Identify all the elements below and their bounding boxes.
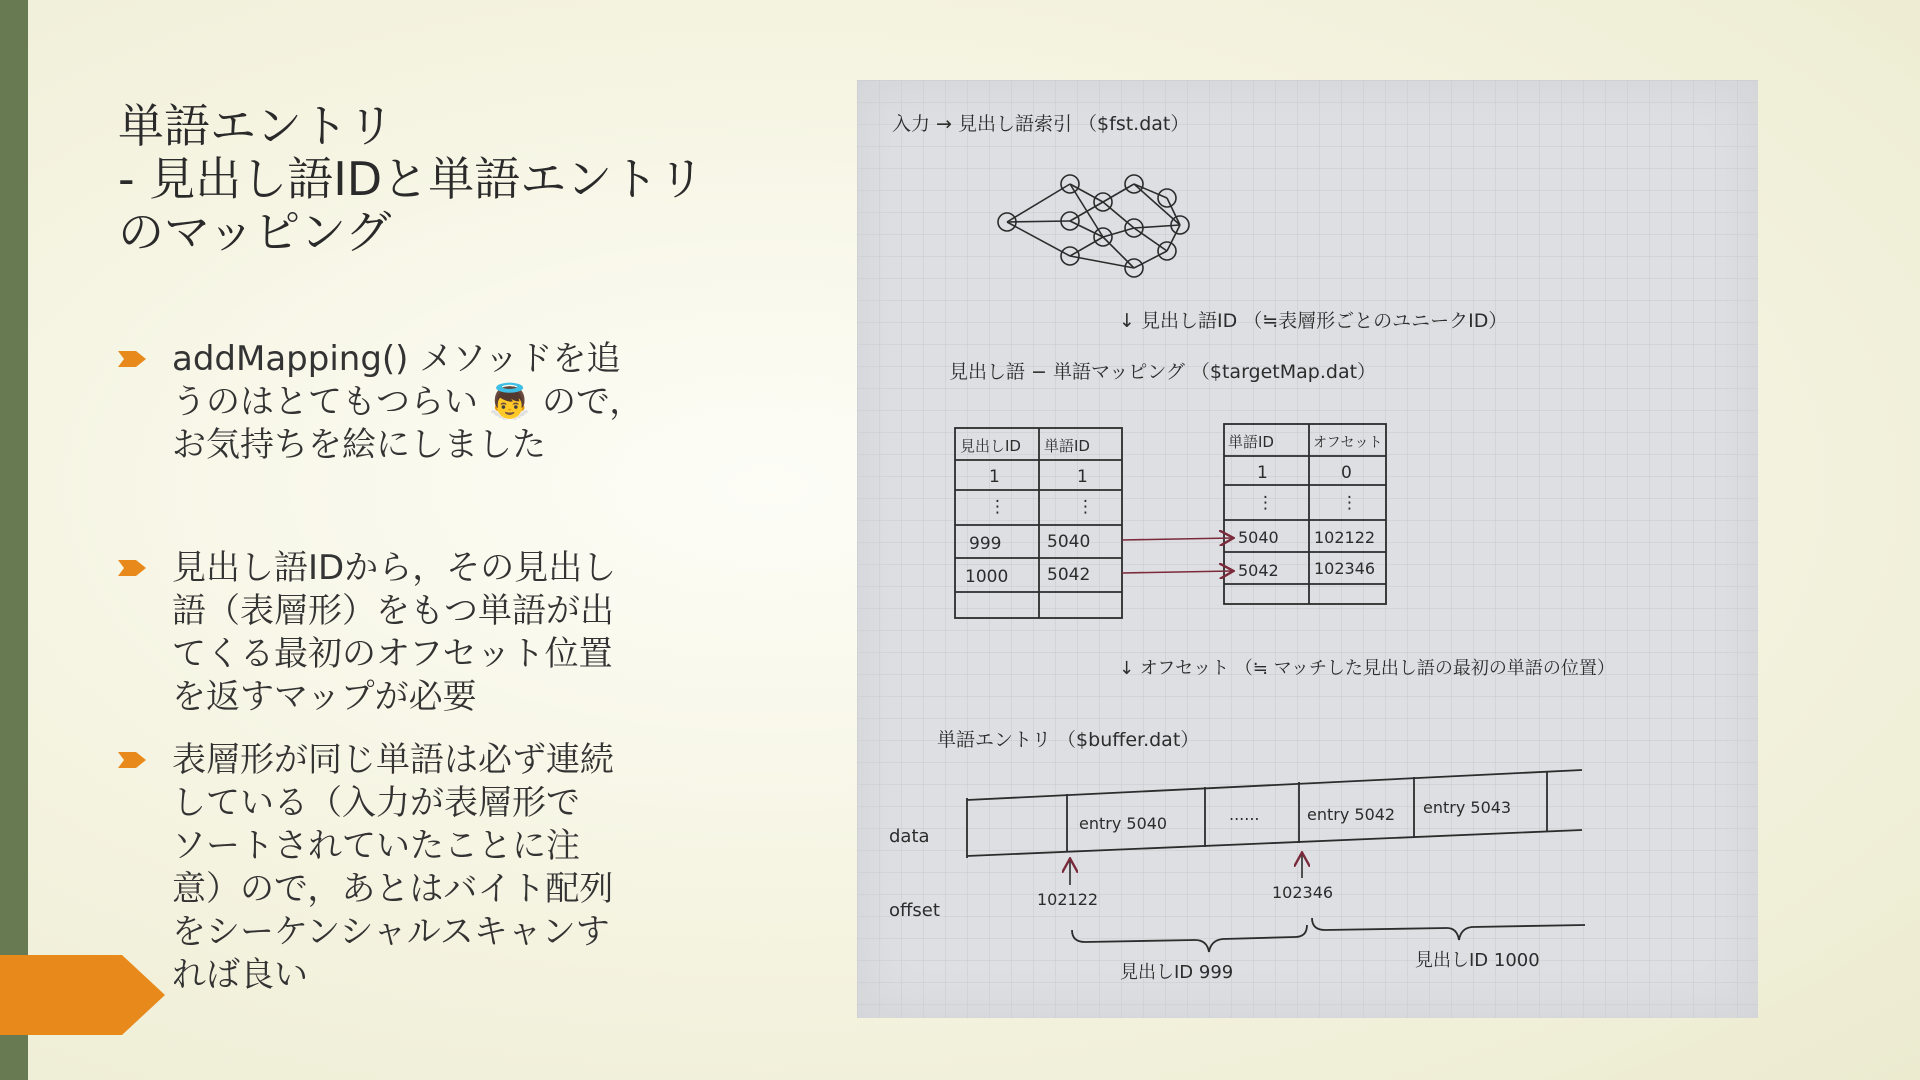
table1-cell: 1000 <box>965 567 1009 587</box>
bullet-line: ソートされていたことに注 <box>172 826 580 866</box>
sketch-line-buffer: 単語エントリ （$buffer.dat） <box>937 729 1200 751</box>
buffer-cell: entry 5040 <box>1079 814 1168 833</box>
bullet-arrow-icon <box>118 749 148 771</box>
offset-value: 102122 <box>1037 890 1099 909</box>
bullet-line: うのはとてもつらい 👼 ので， <box>172 382 644 422</box>
bullet-line: 意）ので，あとはバイト配列 <box>172 869 614 909</box>
table1-cell: 1 <box>989 467 1000 487</box>
left-accent-bar <box>0 0 28 1080</box>
buffer-cell: entry 5042 <box>1307 805 1396 824</box>
bullet-line: addMapping() メソッドを追 <box>172 339 621 379</box>
table1-cell: 999 <box>969 534 1002 554</box>
bullet-item <box>118 739 678 997</box>
bullet-line: 見出し語IDから，その見出し <box>172 548 617 588</box>
sketch-drawing <box>857 80 1758 1018</box>
brace-label: 見出しID 999 <box>1120 962 1234 983</box>
bullet-line: 表層形が同じ単語は必ず連続 <box>172 740 614 780</box>
slide-title <box>118 100 768 259</box>
buffer-cell: entry 5043 <box>1423 798 1512 817</box>
offset-row-label: offset <box>889 900 940 921</box>
table1-header: 単語ID <box>1044 437 1090 455</box>
offset-value: 102346 <box>1272 883 1334 902</box>
sketch-line-headword-id: ↓ 見出し語ID （≒表層形ごとのユニークID） <box>1119 310 1508 332</box>
table2-cell: ⋮ <box>1341 493 1358 513</box>
bullet-line: お気持ちを絵にしました <box>172 425 546 465</box>
bullet-line: れば良い <box>172 955 308 995</box>
table1-header: 見出しID <box>960 437 1021 455</box>
bullet-line: している（入力が表層形で <box>172 783 580 823</box>
table1-cell: ⋮ <box>1077 497 1094 517</box>
title-line-3: のマッピング <box>118 205 392 259</box>
bullet-line: を返すマップが必要 <box>172 677 477 717</box>
sketch-photo <box>857 80 1758 1018</box>
sketch-line-input: 入力 → 見出し語索引 （$fst.dat） <box>892 113 1190 135</box>
bullet-item <box>118 547 678 719</box>
table2-cell: 5042 <box>1238 561 1279 580</box>
table2-cell: 0 <box>1341 463 1352 483</box>
bullet-line: てくる最初のオフセット位置 <box>172 634 613 674</box>
bullet-arrow-icon <box>118 557 148 579</box>
table2-cell: 102122 <box>1314 528 1376 547</box>
table2-header: 単語ID <box>1228 433 1274 451</box>
bullet-item <box>118 338 678 467</box>
table2-cell: 1 <box>1257 463 1268 483</box>
bullet-line: をシーケンシャルスキャンす <box>172 912 610 952</box>
bullet-list <box>118 338 678 997</box>
table1-cell: 5040 <box>1047 532 1091 552</box>
table2-header: オフセット <box>1313 435 1383 451</box>
table2-cell: 5040 <box>1238 528 1279 547</box>
data-row-label: data <box>889 826 930 847</box>
title-line-2: - 見出し語IDと単語エントリ <box>118 152 705 206</box>
table2-cell: ⋮ <box>1257 493 1274 513</box>
buffer-cell: ...... <box>1229 805 1260 824</box>
table2-cell: 102346 <box>1314 559 1376 578</box>
sketch-line-offset: ↓ オフセット （≒ マッチした見出し語の最初の単語の位置） <box>1119 658 1615 679</box>
table1-cell: ⋮ <box>989 497 1006 517</box>
brace-label: 見出しID 1000 <box>1415 950 1540 971</box>
bullet-line: 語（表層形）をもつ単語が出 <box>172 591 614 631</box>
title-line-1: 単語エントリ <box>118 99 394 153</box>
table1-cell: 5042 <box>1047 565 1091 585</box>
sketch-line-mapping: 見出し語 − 単語マッピング （$targetMap.dat） <box>949 361 1377 383</box>
bullet-arrow-icon <box>118 348 148 370</box>
table1-cell: 1 <box>1077 467 1088 487</box>
